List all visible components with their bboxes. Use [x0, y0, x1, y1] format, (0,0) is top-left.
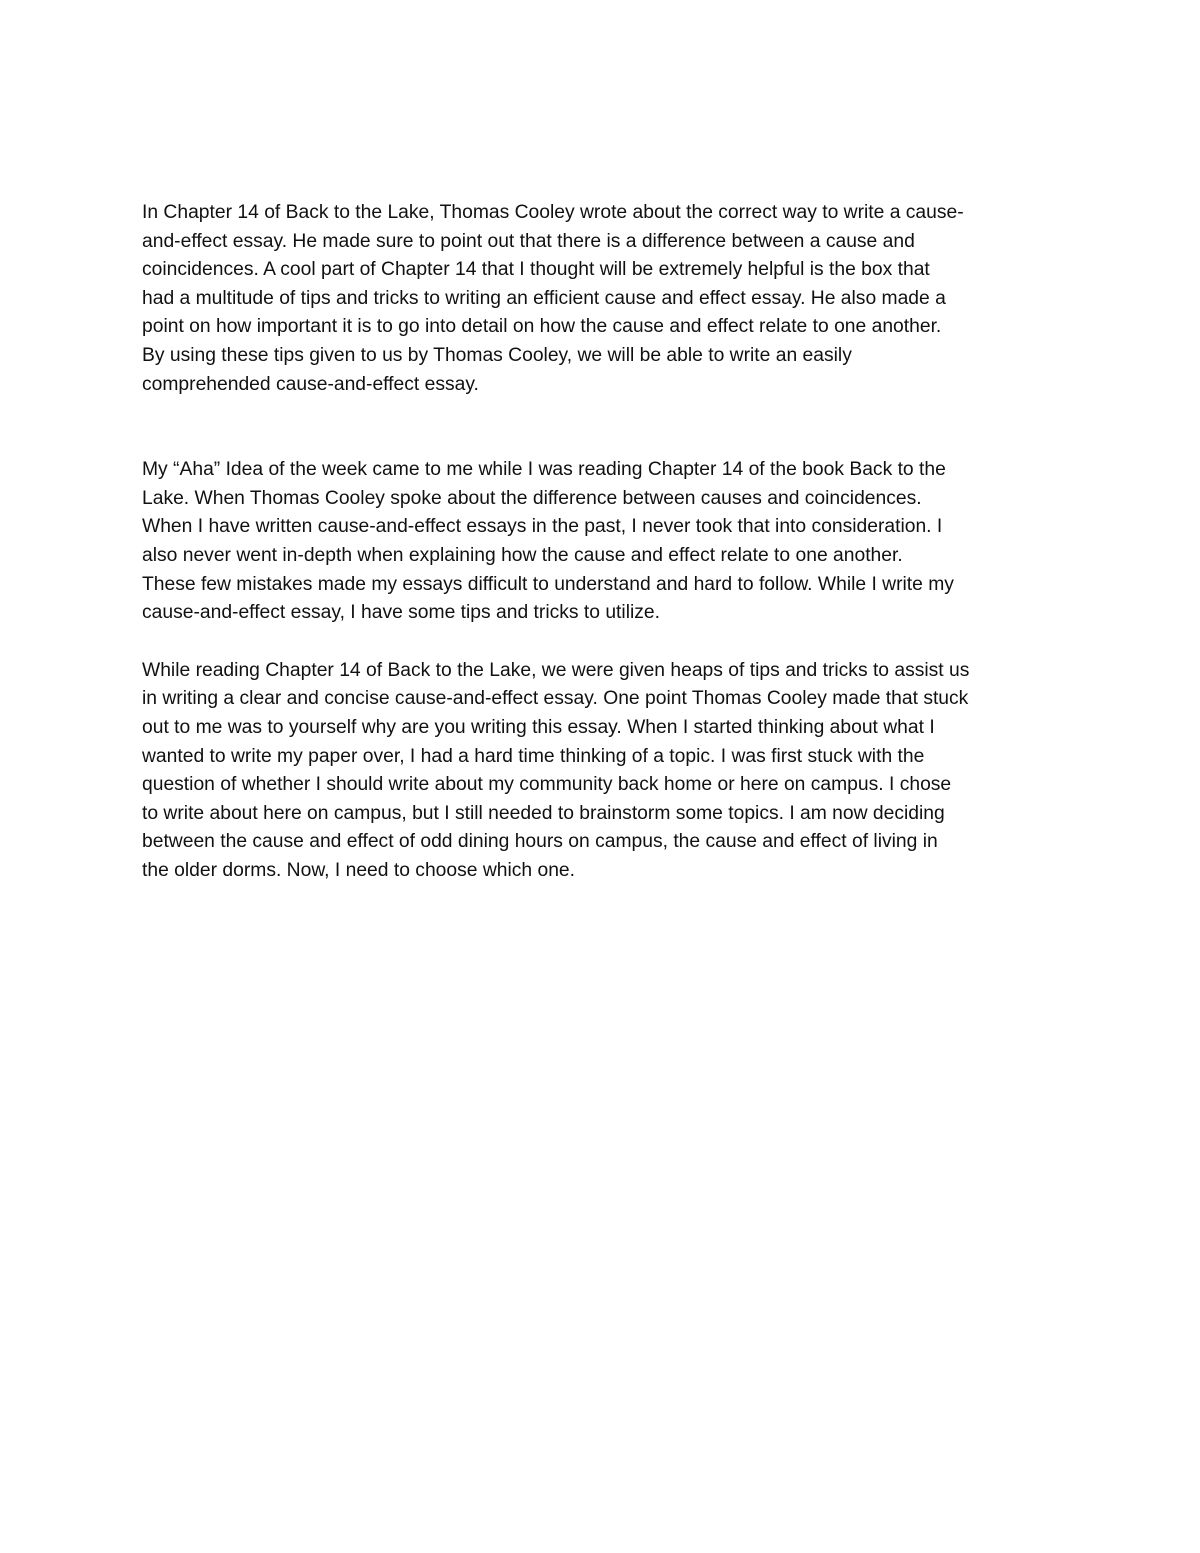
- text-line: point on how important it is to go into detail on how the cause and effect relate to one another.: [142, 316, 942, 338]
- text-line: question of whether I should write about my community back home or here on campus. I chose: [142, 774, 952, 796]
- text-line: wanted to write my paper over, I had a hard time thinking of a topic. I was first stuck with the: [142, 745, 925, 767]
- paragraph-spacer: [142, 628, 1058, 657]
- text-line: While reading Chapter 14 of Back to the Lake, we were given heaps of tips and tricks to assist us: [142, 659, 970, 681]
- paragraph-topic-brainstorm: [142, 657, 1058, 886]
- text-line: Lake. When Thomas Cooley spoke about the difference between causes and coincidences.: [142, 487, 922, 509]
- paragraph-aha-idea: [142, 456, 1058, 628]
- text-line: in writing a clear and concise cause-and-effect essay. One point Thomas Cooley made that stuck: [142, 688, 969, 710]
- text-line: and-effect essay. He made sure to point out that there is a difference between a cause and: [142, 230, 915, 252]
- paragraph-spacer: [142, 399, 1058, 456]
- text-line: In Chapter 14 of Back to the Lake, Thomas Cooley wrote about the correct way to write a cause-: [142, 202, 964, 223]
- text-line: By using these tips given to us by Thomas Cooley, we will be able to write an easily: [142, 344, 852, 366]
- text-line: These few mistakes made my essays difficult to understand and hard to follow. While I write my: [142, 573, 954, 595]
- text-line: the older dorms. Now, I need to choose which one.: [142, 859, 576, 881]
- text-line: between the cause and effect of odd dining hours on campus, the cause and effect of living in: [142, 831, 938, 853]
- text-line: My “Aha” Idea of the week came to me while I was reading Chapter 14 of the book Back to the: [142, 459, 946, 481]
- text-line: coincidences. A cool part of Chapter 14 that I thought will be extremely helpful is the box that: [142, 259, 930, 281]
- text-line: When I have written cause-and-effect essays in the past, I never took that into consideration. I: [142, 516, 943, 538]
- text-line: to write about here on campus, but I still needed to brainstorm some topics. I am now deciding: [142, 802, 945, 824]
- text-line: out to me was to yourself why are you writing this essay. When I started thinking about what I: [142, 716, 935, 738]
- text-line: comprehended cause-and-effect essay.: [142, 373, 479, 395]
- paragraph-summary: [142, 199, 1058, 399]
- text-line: also never went in-depth when explaining how the cause and effect relate to one another.: [142, 544, 903, 566]
- text-line: had a multitude of tips and tricks to writing an efficient cause and effect essay. He also made a: [142, 287, 946, 309]
- document-body: [142, 199, 1058, 885]
- text-line: cause-and-effect essay, I have some tips and tricks to utilize.: [142, 602, 660, 624]
